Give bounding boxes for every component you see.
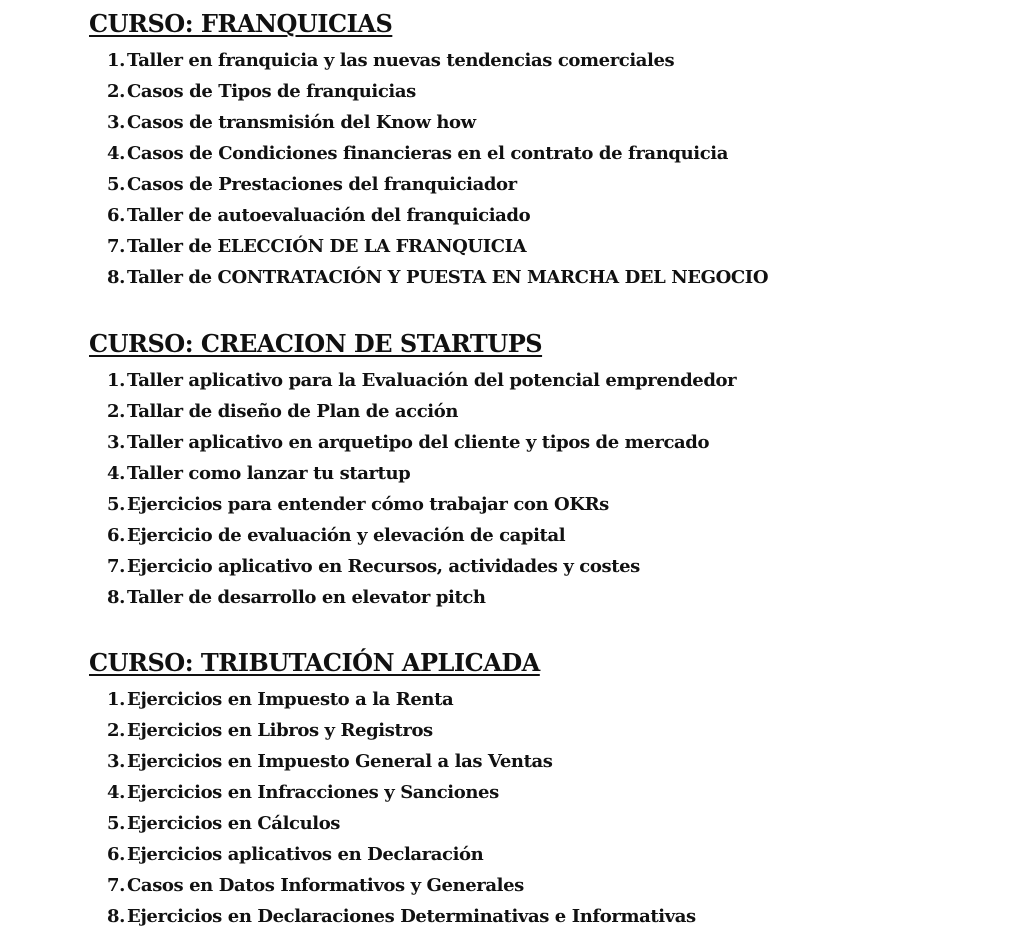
item-number: 3. xyxy=(107,112,125,133)
list-item xyxy=(89,808,989,839)
item-number: 6. xyxy=(107,525,125,546)
item-number: 5. xyxy=(107,174,125,195)
list-item xyxy=(89,169,989,200)
item-text: Ejercicios en Cálculos xyxy=(127,813,341,834)
item-text: Ejercicios en Impuesto General a las Ventas xyxy=(127,751,553,772)
item-number: 1. xyxy=(107,50,125,71)
item-text: Ejercicios en Libros y Registros xyxy=(127,720,433,741)
list-item xyxy=(89,200,989,231)
item-text: Taller en franquicia y las nuevas tendencias comerciales xyxy=(127,50,675,71)
list-item xyxy=(89,520,989,551)
list-item xyxy=(89,777,989,808)
list-item xyxy=(89,551,989,582)
item-number: 6. xyxy=(107,205,125,226)
item-text: Ejercicios aplicativos en Declaración xyxy=(127,844,484,865)
list-item xyxy=(89,45,989,76)
list-item xyxy=(89,746,989,777)
list-item xyxy=(89,396,989,427)
item-text: Taller de ELECCIÓN DE LA FRANQUICIA xyxy=(127,236,527,257)
item-number: 6. xyxy=(107,844,125,865)
list-item xyxy=(89,76,989,107)
list-item xyxy=(89,138,989,169)
list-item xyxy=(89,715,989,746)
list-item xyxy=(89,262,989,293)
item-text: Ejercicio de evaluación y elevación de capital xyxy=(127,525,566,546)
item-text: Ejercicios en Declaraciones Determinativas e Informativas xyxy=(127,906,696,927)
item-text: Taller como lanzar tu startup xyxy=(127,463,411,484)
item-number: 7. xyxy=(107,875,125,896)
item-text: Casos de Prestaciones del franquiciador xyxy=(127,174,517,195)
course-item-list xyxy=(89,684,989,932)
item-text: Taller de desarrollo en elevator pitch xyxy=(127,587,486,608)
item-number: 8. xyxy=(107,267,125,288)
item-number: 4. xyxy=(107,143,125,164)
course-franquicias xyxy=(89,9,989,293)
item-number: 2. xyxy=(107,401,125,422)
item-text: Tallar de diseño de Plan de acción xyxy=(127,401,459,422)
item-text: Taller de autoevaluación del franquiciado xyxy=(127,205,531,226)
list-item xyxy=(89,231,989,262)
item-text: Ejercicios en Impuesto a la Renta xyxy=(127,689,454,710)
item-number: 2. xyxy=(107,81,125,102)
course-title: CURSO: TRIBUTACIÓN APLICADA xyxy=(89,648,540,677)
item-text: Ejercicios en Infracciones y Sanciones xyxy=(127,782,499,803)
item-text: Ejercicios para entender cómo trabajar con OKRs xyxy=(127,494,609,515)
item-number: 4. xyxy=(107,463,125,484)
item-number: 1. xyxy=(107,689,125,710)
item-number: 3. xyxy=(107,432,125,453)
item-text: Taller aplicativo en arquetipo del cliente y tipos de mercado xyxy=(127,432,710,453)
course-title: CURSO: FRANQUICIAS xyxy=(89,9,393,38)
item-number: 1. xyxy=(107,370,125,391)
item-number: 8. xyxy=(107,587,125,608)
list-item xyxy=(89,365,989,396)
list-item xyxy=(89,870,989,901)
item-number: 5. xyxy=(107,813,125,834)
course-item-list xyxy=(89,365,989,613)
item-text: Taller aplicativo para la Evaluación del potencial emprendedor xyxy=(127,370,737,391)
course-tributacion-aplicada xyxy=(89,648,989,932)
list-item xyxy=(89,427,989,458)
list-item xyxy=(89,107,989,138)
course-title: CURSO: CREACION DE STARTUPS xyxy=(89,329,543,358)
item-number: 8. xyxy=(107,906,125,927)
item-text: Taller de CONTRATACIÓN Y PUESTA EN MARCHA DEL NEGOCIO xyxy=(127,267,769,288)
item-number: 2. xyxy=(107,720,125,741)
list-item xyxy=(89,582,989,613)
item-text: Casos en Datos Informativos y Generales xyxy=(127,875,524,896)
item-number: 7. xyxy=(107,556,125,577)
item-number: 5. xyxy=(107,494,125,515)
item-number: 7. xyxy=(107,236,125,257)
item-text: Casos de Condiciones financieras en el contrato de franquicia xyxy=(127,143,728,164)
course-creacion-startups xyxy=(89,329,989,613)
course-item-list xyxy=(89,45,989,293)
list-item xyxy=(89,901,989,932)
item-number: 4. xyxy=(107,782,125,803)
list-item xyxy=(89,684,989,715)
list-item xyxy=(89,489,989,520)
item-text: Casos de Tipos de franquicias xyxy=(127,81,416,102)
item-text: Ejercicio aplicativo en Recursos, actividades y costes xyxy=(127,556,640,577)
item-text: Casos de transmisión del Know how xyxy=(127,112,476,133)
item-number: 3. xyxy=(107,751,125,772)
list-item xyxy=(89,839,989,870)
list-item xyxy=(89,458,989,489)
